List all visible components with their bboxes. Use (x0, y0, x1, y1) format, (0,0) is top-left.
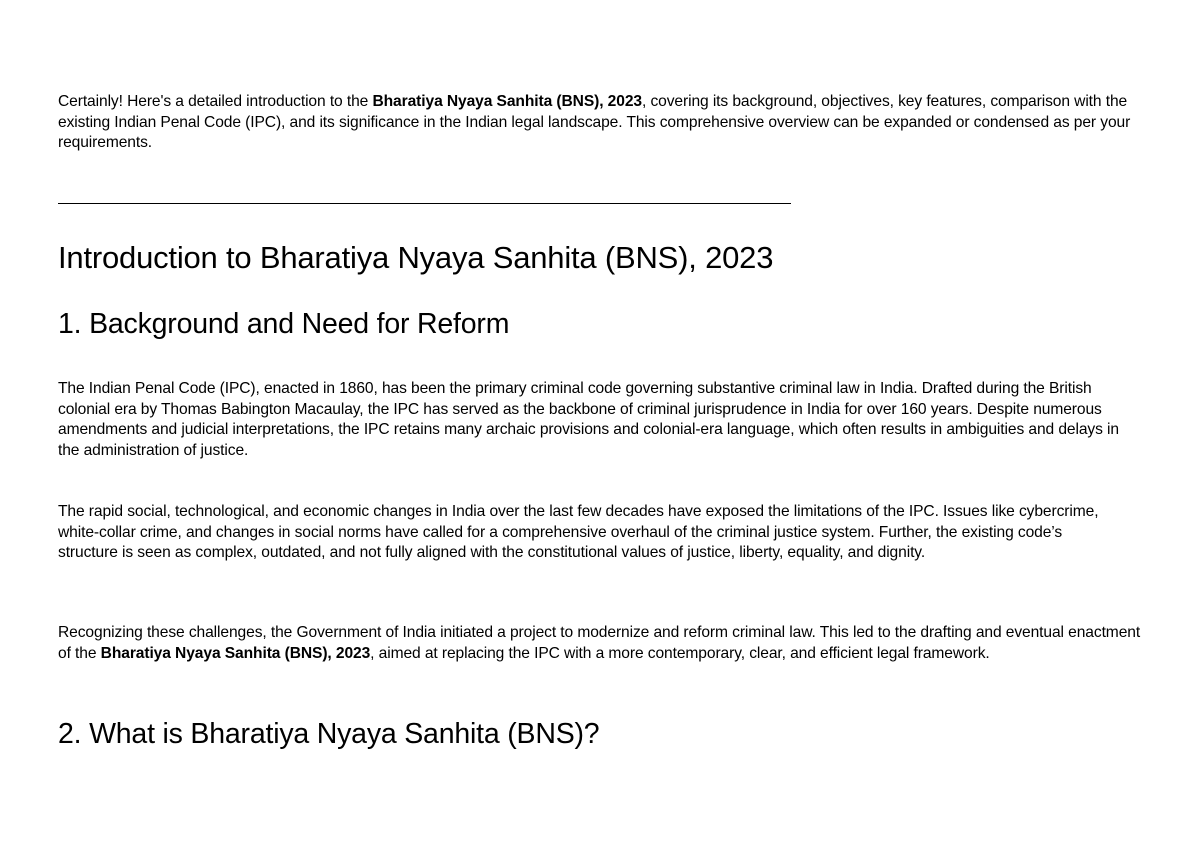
intro-paragraph (58, 92, 1143, 154)
para3-tail: , aimed at replacing the IPC with a more contemporary, clear, and efficient legal framework. (370, 644, 990, 662)
section-1-heading: 1. Background and Need for Reform (58, 308, 510, 340)
intro-bold-name: Bharatiya Nyaya Sanhita (BNS), 2023 (372, 93, 642, 110)
section-1-paragraph-2: The rapid social, technological, and economic changes in India over the last few decades have exposed the limitations of the IPC. Issues like cybercrime, white-collar crime, and changes in social norms have called for a comprehensive overhaul of the criminal justice system. Further, the existing code’s structure is seen as complex, outdated, and not fully aligned with the constitutional values of justice, liberty, equality, and dignity. (58, 503, 1099, 562)
intro-tail: , covering its background, objectives, key features, comparison with the existing Indian Penal Code (IPC), and its significance in the Indian legal landscape. This comprehensive overview can be expanded or condensed as per your requirements. (58, 93, 1131, 152)
document-title: Introduction to Bharatiya Nyaya Sanhita (BNS), 2023 (58, 240, 774, 275)
section-1-paragraph-3 (58, 623, 1143, 664)
horizontal-divider (58, 203, 791, 204)
para3-lead: Recognizing these challenges, the Government of India initiated a project to modernize and reform criminal law. This led to the drafting and eventual enactment of the (58, 624, 1141, 662)
section-1-paragraph-1: The Indian Penal Code (IPC), enacted in 1860, has been the primary criminal code governing substantive criminal law in India. Drafted during the British colonial era by Thomas Babington Macaulay, the IPC has served as the backbone of criminal jurisprudence in India for over 160 years. Despite numerous amendments and judicial interpretations, the IPC retains many archaic provisions and colonial-era language, which often results in ambiguities and delays in the administration of justice. (58, 380, 1119, 459)
para3-bold-name: Bharatiya Nyaya Sanhita (BNS), 2023 (100, 644, 371, 662)
intro-lead: Certainly! Here's a detailed introduction to the (58, 93, 373, 110)
section-2-heading: 2. What is Bharatiya Nyaya Sanhita (BNS)? (58, 718, 600, 750)
